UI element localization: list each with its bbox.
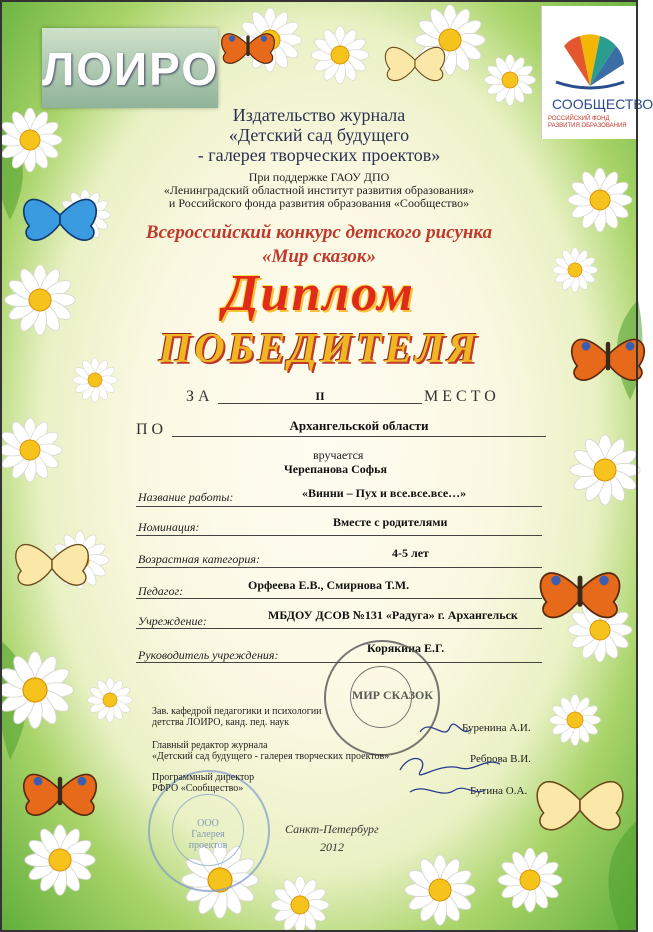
support-line3: и Российского фонда развития образования «Сообщество»: [168, 196, 470, 210]
field-label-age: Возрастная категория:: [138, 552, 260, 566]
footer-year: 2012: [320, 840, 344, 854]
diploma-subtitle: ПОБЕДИТЕЛЯ: [158, 326, 480, 372]
place-prefix: ЗА: [186, 388, 214, 405]
field-value-age: 4-5 лет: [392, 546, 429, 560]
field-label-institution: Учреждение:: [138, 614, 207, 628]
contest-name: Всероссийский конкурс детского рисунка: [145, 222, 493, 243]
publisher-line2: «Детский сад будущего: [228, 125, 410, 145]
field-label-director: Руководитель учреждения:: [138, 648, 279, 662]
field-value-nomination: Вместе с родителями: [333, 515, 448, 529]
soobshchestvo-subtitle: РОССИЙСКИЙ ФОНД РАЗВИТИЯ ОБРАЗОВАНИЯ: [548, 116, 627, 129]
region-value: Архангельской области: [289, 418, 429, 433]
field-label-nomination: Номинация:: [138, 520, 200, 534]
signature-name-1: Буренина А.И.: [462, 722, 531, 734]
signature-role-2-line2: «Детский сад будущего - галерея творческих проектов»: [152, 751, 390, 762]
support-line2: «Ленинградский областной институт развития образования»: [163, 183, 475, 197]
signature-name-3: Бутина О.А.: [470, 785, 528, 797]
place-value: II: [315, 389, 325, 403]
footer-city: Санкт-Петербург: [285, 822, 379, 836]
support-line1: При поддержке ГАОУ ДПО: [248, 170, 390, 184]
signature-role-3-line2: РФРО «Сообщество»: [152, 783, 244, 794]
awarded-label: вручается: [313, 448, 364, 462]
publisher-line3: - галерея творческих проектов»: [197, 145, 441, 165]
field-value-work-title: «Винни – Пух и все.все.все…»: [302, 486, 467, 500]
soobshchestvo-name: СООБЩЕСТВО: [552, 96, 653, 112]
signature-role-2-line1: Главный редактор журнала: [152, 740, 268, 751]
field-value-director: Корякина Е.Г.: [367, 641, 445, 655]
loiro-logo-text: ЛОИРО: [42, 43, 219, 95]
field-value-teacher: Орфеева Е.В., Смирнова Т.М.: [248, 578, 410, 592]
awarded-name: Черепанова Софья: [284, 462, 387, 476]
field-label-work-title: Название работы:: [138, 490, 234, 504]
signature-name-2: Реброва В.И.: [470, 753, 531, 765]
region-prefix: ПО: [136, 421, 168, 438]
signature-role-3-line1: Программный директор: [152, 772, 255, 783]
publisher-line1: Издательство журнала: [232, 105, 406, 125]
place-suffix: МЕСТО: [424, 388, 500, 405]
stamp2-text: ООО Галерея проектов: [188, 818, 228, 851]
field-value-institution: МБДОУ ДСОВ №131 «Радуга» г. Архангельск: [268, 608, 518, 622]
signature-role-1-line1: Зав. кафедрой педагогики и психологии: [152, 706, 322, 717]
contest-title: «Мир сказок»: [261, 246, 377, 267]
signature-role-1-line2: детства ЛОИРО, канд. пед. наук: [152, 717, 289, 728]
stamp-text: МИР СКАЗОК: [352, 688, 434, 702]
field-label-teacher: Педагог:: [138, 584, 184, 598]
diploma-title: Диплом: [223, 265, 415, 322]
